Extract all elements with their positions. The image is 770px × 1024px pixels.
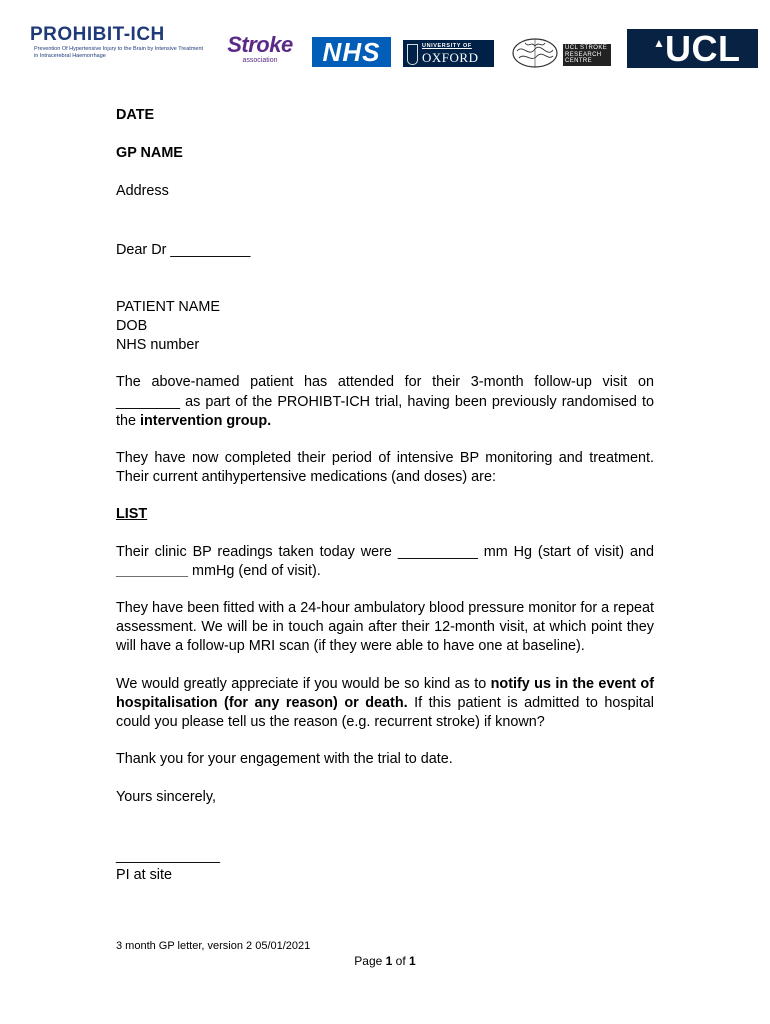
ucl-logo <box>627 29 758 68</box>
stroke-association-logo <box>218 34 302 70</box>
paragraph-visit-text: The above-named patient has attended for their 3-month follow-up visit on ________ as part of the PROHIBT-ICH trial, having been previously randomised to the <box>116 374 654 429</box>
ucl-logo-name: UCL <box>665 28 741 69</box>
ucl-stroke-line-3: CENTRE <box>565 58 593 64</box>
ucl-stroke-line-2: RESEARCH <box>565 51 602 58</box>
logo-header <box>0 0 770 90</box>
footer-version-note: 3 month GP letter, version 2 05/01/2021 <box>116 940 311 952</box>
stroke-logo-name: Stroke <box>227 32 293 57</box>
oxford-crest-icon <box>407 44 418 65</box>
signature-line: _____________ <box>116 847 221 864</box>
page-number <box>0 954 770 968</box>
oxford-logo <box>403 40 494 67</box>
nhs-number-field: NHS number <box>116 337 200 354</box>
prohibit-ich-logo-name: PROHIBIT-ICH <box>30 24 165 45</box>
notify-bold: notify us in the event of hospitalisation (for any reason) or death. <box>116 675 654 711</box>
date-field: DATE <box>116 107 155 123</box>
patient-name-field: PATIENT NAME <box>116 298 220 315</box>
notify-end: If this patient is admitted to hospital could you please tell us the reason (e.g. recurrent stroke) if known? <box>116 694 654 731</box>
notify-start: We would greatly appreciate if you would be so kind as to <box>116 675 487 692</box>
brain-icon <box>511 36 561 70</box>
address-field: Address <box>116 183 169 200</box>
gp-name-field: GP NAME <box>116 145 183 162</box>
signatory: PI at site <box>116 866 172 883</box>
ucl-stroke-research-centre-logo <box>511 36 611 70</box>
medication-list-heading: LIST <box>116 506 148 523</box>
bp-readings-end: mmHg (end of visit). <box>192 562 321 579</box>
paragraph-notify <box>116 675 654 733</box>
prohibit-ich-logo <box>30 24 210 66</box>
page-current: 1 <box>385 954 393 968</box>
bp-readings-start: Their clinic BP readings taken today were __________ mm Hg (start of visit) and <box>116 543 654 560</box>
paragraph-treatment: They have now completed their period of intensive BP monitoring and treatment. Their current antihypertensive medications (and doses) are: <box>116 450 654 486</box>
bp-end-blank: _________ <box>116 562 189 579</box>
dob-field: DOB <box>116 318 148 335</box>
page-prefix: Page <box>354 954 383 968</box>
page-of: of <box>395 954 406 968</box>
paragraph-ambulatory-monitor: They have been fitted with a 24-hour ambulatory blood pressure monitor for a repeat assessment. We will be in touch again after their 12-month visit, at which point they will have a follow-up MRI scan (if they were able to have one at baseline). <box>116 600 654 655</box>
letter-body <box>116 106 654 885</box>
salutation: Dear Dr __________ <box>116 241 251 258</box>
ucl-stroke-label <box>563 44 611 66</box>
prohibit-ich-logo-tagline: Prevention Of Hypertensive Injury to the Brain by Intensive Treatment in Intracerebral Haemorrhage <box>34 46 204 59</box>
ucl-stroke-line-1: UCL STROKE <box>565 45 608 51</box>
closing: Yours sincerely, <box>116 789 216 806</box>
stroke-logo-sub: association <box>242 57 278 64</box>
nhs-logo: NHS <box>312 37 391 67</box>
oxford-logo-name: OXFORD <box>422 50 479 65</box>
ucl-dome-icon: ▲ <box>653 36 665 50</box>
intervention-group-text: intervention group. <box>140 412 272 429</box>
oxford-logo-university: UNIVERSITY OF <box>422 43 472 49</box>
page-total: 1 <box>409 954 416 968</box>
paragraph-thanks: Thank you for your engagement with the trial to date. <box>116 751 453 768</box>
paragraph-bp-readings <box>116 543 654 581</box>
paragraph-visit <box>116 373 654 431</box>
